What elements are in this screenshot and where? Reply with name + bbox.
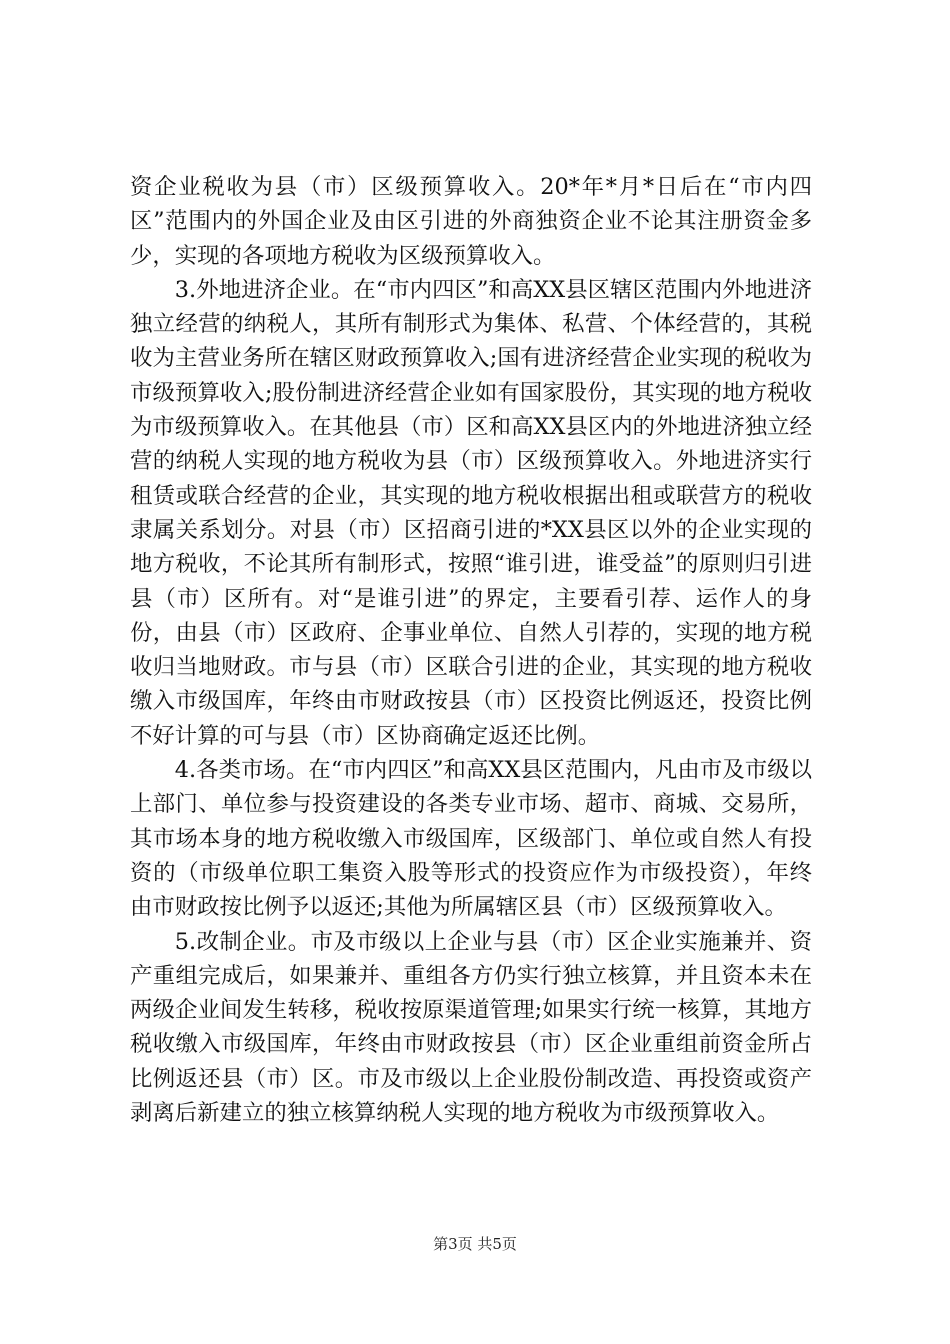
page-footer: 第3页 共5页 <box>433 1235 517 1253</box>
paragraph-section-4: 4.各类市场。在“市内四区”和高XX县区范围内，凡由市及市级以上部门、单位参与投资建设的各类专业市场、超市、商城、交易所，其市场本身的地方税收缴入市级国库，区级部门、单位或自然人有投资的（市级单位职工集资入股等形式的投资应作为市级投资），年终由市财政按比例予以返还;其他为所属辖区县（市）区级预算收入。 <box>130 757 812 921</box>
paragraph-section-5: 5.改制企业。市及市级以上企业与县（市）区企业实施兼并、资产重组完成后，如果兼并、重组各方仍实行独立核算，并且资本未在两级企业间发生转移，税收按原渠道管理;如果实行统一核算，其地方税收缴入市级国库，年终由市财政按县（市）区企业重组前资金所占比例返还县（市）区。市及市级以上企业股份制改造、再投资或资产剥离后新建立的独立核算纳税人实现的地方税收为市级预算收入。 <box>130 928 812 1127</box>
paragraph-continuation: 资企业税收为县（市）区级预算收入。20*年*月*日后在“市内四区”范围内的外国企业及由区引进的外商独资企业不论其注册资金多少，实现的各项地方税收为区级预算收入。 <box>130 174 812 269</box>
document-body <box>130 170 812 1130</box>
paragraph-section-3: 3.外地进济企业。在“市内四区”和高XX县区辖区范围内外地进济独立经营的纳税人，其所有制形式为集体、私营、个体经营的，其税收为主营业务所在辖区财政预算收入;国有进济经营企业实现的税收为市级预算收入;股份制进济经营企业如有国家股份，其实现的地方税收为市级预算收入。在其他县（市）区和高XX县区内的外地进济独立经营的纳税人实现的地方税收为县（市）区级预算收入。外地进济实行租赁或联合经营的企业，其实现的地方税收根据出租或联营方的税收隶属关系划分。对县（市）区招商引进的*XX县区以外的企业实现的地方税收，不论其所有制形式，按照“谁引进，谁受益”的原则归引进县（市）区所有。对“是谁引进”的界定，主要看引荐、运作人的身份，由县（市）区政府、企事业单位、自然人引荐的，实现的地方税收归当地财政。市与县（市）区联合引进的企业，其实现的地方税收缴入市级国库，年终由市财政按县（市）区投资比例返还，投资比例不好计算的可与县（市）区协商确定返还比例。 <box>130 276 812 749</box>
